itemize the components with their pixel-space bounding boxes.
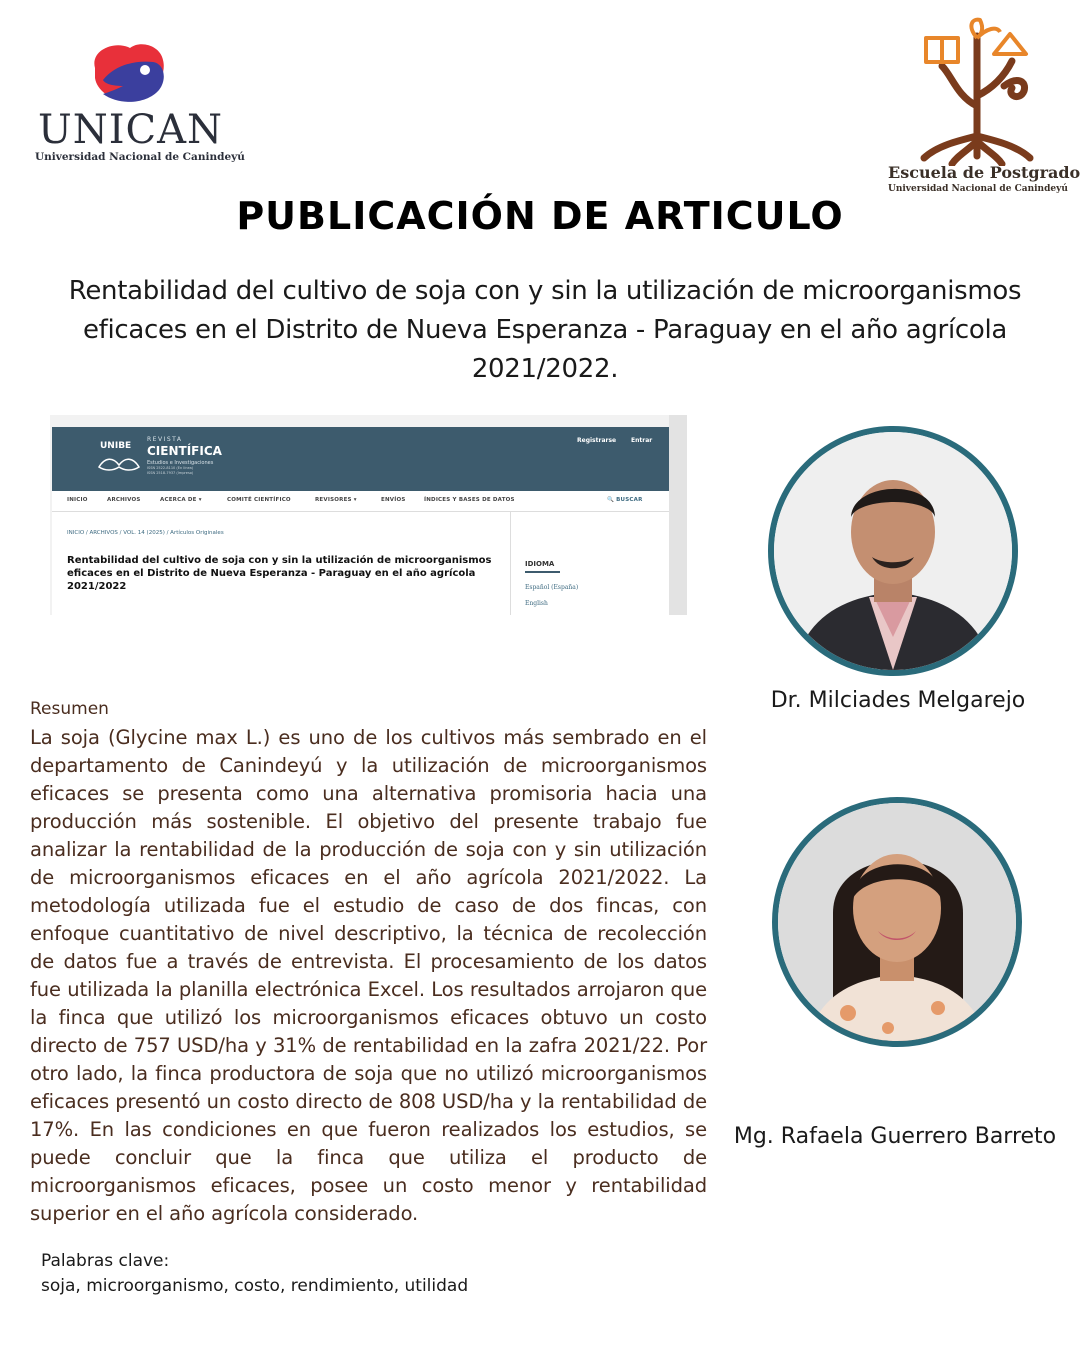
- journal-sidebar-heading: IDIOMA: [525, 560, 555, 568]
- keywords-text: soja, microorganismo, costo, rendimiento, utilidad: [41, 1276, 469, 1296]
- keywords-label: Palabras clave:: [41, 1251, 170, 1271]
- journal-issn-online: ISSN 2522-8110 (En línea): [147, 466, 194, 470]
- journal-name: CIENTÍFICA: [147, 444, 222, 458]
- postgrado-title: Escuela de Postgrado: [888, 163, 1080, 182]
- journal-screenshot: [50, 415, 687, 615]
- journal-nav-indices[interactable]: ÍNDICES Y BASES DE DATOS: [424, 497, 515, 503]
- journal-login-link[interactable]: Entrar: [631, 437, 653, 444]
- journal-sidebar-divider: [510, 512, 511, 615]
- journal-nav-acerca[interactable]: ACERCA DE ▾: [160, 497, 202, 503]
- journal-issn: [147, 466, 193, 475]
- postgrado-subtitle: Universidad Nacional de Canindeyú: [888, 184, 1068, 194]
- journal-revista-label: REVISTA: [147, 436, 183, 443]
- journal-scrollbar: [669, 415, 687, 615]
- abstract-label: Resumen: [30, 699, 109, 719]
- author-1-photo: [768, 426, 1018, 676]
- journal-body: [52, 512, 669, 615]
- journal-register-link[interactable]: Registrarse: [577, 437, 617, 444]
- main-title: PUBLICACIÓN DE ARTICULO: [236, 194, 844, 238]
- journal-nav-revisores[interactable]: REVISORES ▾: [315, 497, 357, 503]
- journal-breadcrumb[interactable]: INICIO / ARCHIVOS / VOL. 14 (2025) / Artículos Originales: [67, 530, 224, 536]
- journal-header: [52, 427, 669, 491]
- article-title: Rentabilidad del cultivo de soja con y sin la utilización de microorganismos eficaces en el Distrito de Nueva Esperanza - Paraguay en el año agrícola 2021/2022.: [68, 276, 1022, 384]
- journal-issn-print: ISSN 2518-7937 (Impreso): [147, 470, 194, 475]
- journal-nav-envios[interactable]: ENVÍOS: [381, 497, 406, 503]
- journal-nav: [52, 491, 669, 512]
- journal-lang-en[interactable]: English: [525, 600, 548, 607]
- journal-brand-short: UNIBE: [100, 441, 132, 451]
- man-portrait-icon: [774, 432, 1012, 670]
- author-2-name: Mg. Rafaela Guerrero Barreto: [733, 1124, 1057, 1149]
- unican-subtitle: Universidad Nacional de Canindeyú: [35, 151, 245, 163]
- journal-lang-es[interactable]: Español (España): [525, 584, 579, 591]
- journal-search-button[interactable]: 🔍 BUSCAR: [607, 497, 643, 503]
- journal-sidebar-underline: [525, 571, 560, 573]
- journal-article-title: Rentabilidad del cultivo de soja con y sin la utilización de microorganismos eficaces en el Distrito de Nueva Esperanza - Paraguay en el año agrícola 2021/2022: [67, 555, 492, 592]
- journal-nav-archivos[interactable]: ARCHIVOS: [107, 497, 141, 503]
- journal-logo-icon: [97, 449, 141, 475]
- author-1-name: Dr. Milciades Melgarejo: [770, 688, 1026, 713]
- journal-nav-inicio[interactable]: INICIO: [67, 497, 88, 503]
- postgrado-tree-icon: [912, 16, 1042, 166]
- woman-portrait-icon: [778, 803, 1016, 1041]
- journal-nav-comite[interactable]: COMITÉ CIENTÍFICO: [227, 497, 291, 503]
- abstract-text: La soja (Glycine max L.) es uno de los cultivos más sembrado en el departamento de Canindeyú y la utilización de microorganismos eficaces se presenta como una alternativa promisoria hacia una producción más sostenible. El objetivo del presente trabajo fue analizar la rentabilidad de la producción de soja con y sin utilización de microorganismos eficaces en el año agrícola 2021/2022. La metodología utilizada fue el estudio de caso de dos fincas, con enfoque cuantitativo de nivel descriptivo, la técnica de recolección de datos fue a través de entrevista. El procesamiento de los datos fue utilizada la planilla electrónica Excel. Los resultados arrojaron que la finca que utilizó los microorganismos eficaces obtuvo un costo directo de 757 USD/ha y 31% de rentabilidad en la zafra 2021/22. Por otro lado, la finca productora de soja que no utilizó microorganismos eficaces presentó un costo directo de 808 USD/ha y la rentabilidad de 17%. En las condiciones en que fueron realizados los estudios, se puede concluir que la finca que utiliza el producto de microorganismos eficaces, posee un costo menor y rentabilidad superior en el año agrícola considerado.: [30, 726, 707, 1225]
- unican-wordmark: UNICAN: [38, 107, 224, 153]
- author-2-photo: [772, 797, 1022, 1047]
- journal-tagline: Estudios e Investigaciones: [147, 460, 214, 466]
